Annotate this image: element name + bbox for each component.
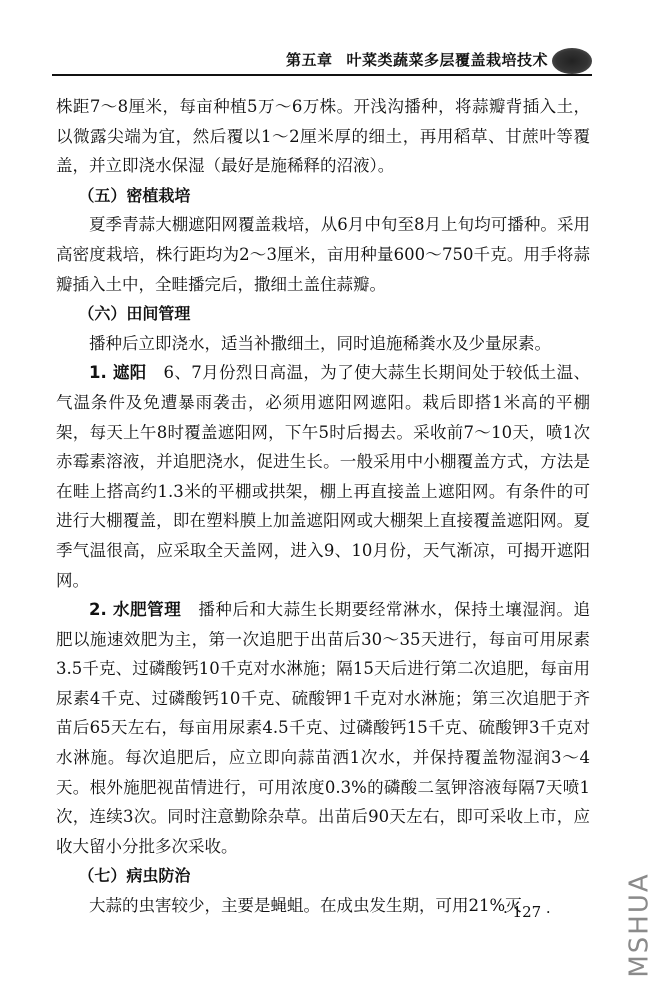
- chapter-title: 叶菜类蔬菜多层覆盖栽培技术: [346, 51, 548, 69]
- chapter-number: 第五章: [285, 51, 333, 69]
- header-rule: [52, 74, 592, 76]
- header-title: [286, 49, 548, 70]
- paragraph-dense-planting: 夏季青蒜大棚遮阳网覆盖栽培，从6月中旬至8月上旬均可播种。采用高密度栽培，株行距均为2～3厘米，亩用种量600～750千克。用手将蒜瓣插入土中，全畦播完后，撒细土盖住蒜瓣。: [56, 215, 590, 294]
- section-heading-pest-control: （七）病虫防治: [78, 866, 191, 886]
- paragraph-shading-text: 6、7月份烈日高温，为了使大蒜生长期间处于较低土温、气温条件及免遭暴雨袭击，必须用遮阳网遮阳。栽后即搭1米高的平棚架，每天上午8时覆盖遮阳网，下午5时后揭去。采收前7～10天，喷1次赤霉素溶液，并追肥浇水，促进生长。一般采用中小棚覆盖方式，方法是在畦上搭高约1.3米的平棚或拱架，棚上再直接盖上遮阳网。有条件的可进行大棚覆盖，即在塑料膜上加盖遮阳网或大棚架上直接覆盖遮阳网。夏季气温很高，应采取全天盖网，进入9、10月份，天气渐凉，可揭开遮阳网。: [56, 363, 590, 590]
- header-ornament: [552, 48, 592, 74]
- section-heading-dense-planting: （五）密植栽培: [78, 185, 191, 205]
- page-number: · 127 ·: [503, 903, 551, 921]
- watermark-text: MSHUA: [625, 872, 655, 978]
- page-body: [56, 92, 590, 921]
- paragraph-sowing-continued: 株距7～8厘米，每亩种植5万～6万株。开浅沟播种，将蒜瓣背插入土，以微露尖端为宜，然后覆以1～2厘米厚的细土，再用稻草、甘蔗叶等覆盖，并立即浇水保湿（最好是施稀释的沼液）。: [56, 97, 590, 176]
- subheading-water-fertilizer: 2. 水肥管理: [89, 600, 182, 620]
- paragraph-pest-control: 大蒜的虫害较少，主要是蝇蛆。在成虫发生期，可用21%灭: [89, 896, 522, 916]
- section-heading-field-management: （六）田间管理: [78, 304, 191, 324]
- paragraph-shading: [56, 358, 590, 595]
- paragraph-field-management: 播种后立即浇水，适当补撒细土，同时追施稀粪水及少量尿素。: [89, 333, 551, 353]
- paragraph-water-fertilizer-text: 播种后和大蒜生长期要经常淋水，保持土壤湿润。追肥以施速效肥为主，第一次追肥于出苗后30～35天进行，每亩可用尿素3.5千克、过磷酸钙10千克对水淋施；隔15天后进行第二次追肥，每亩用尿素4千克、过磷酸钙10千克、硫酸钾1千克对水淋施；第三次追肥于齐苗后65天左右，每亩用尿素4.5千克、过磷酸钙15千克、硫酸钾3千克对水淋施。每次追肥后，应立即向蒜苗洒1次水，并保持覆盖物湿润3～4天。根外施肥视苗情进行，可用浓度0.3%的磷酸二氢钾溶液每隔7天喷1次，连续3次。同时注意勤除杂草。出苗后90天左右，即可采收上市，应收大留小分批多次采收。: [56, 600, 590, 856]
- running-header: [52, 40, 592, 76]
- paragraph-water-fertilizer: [56, 595, 590, 861]
- subheading-shading: 1. 遮阳: [89, 363, 147, 383]
- watermark: [620, 860, 660, 990]
